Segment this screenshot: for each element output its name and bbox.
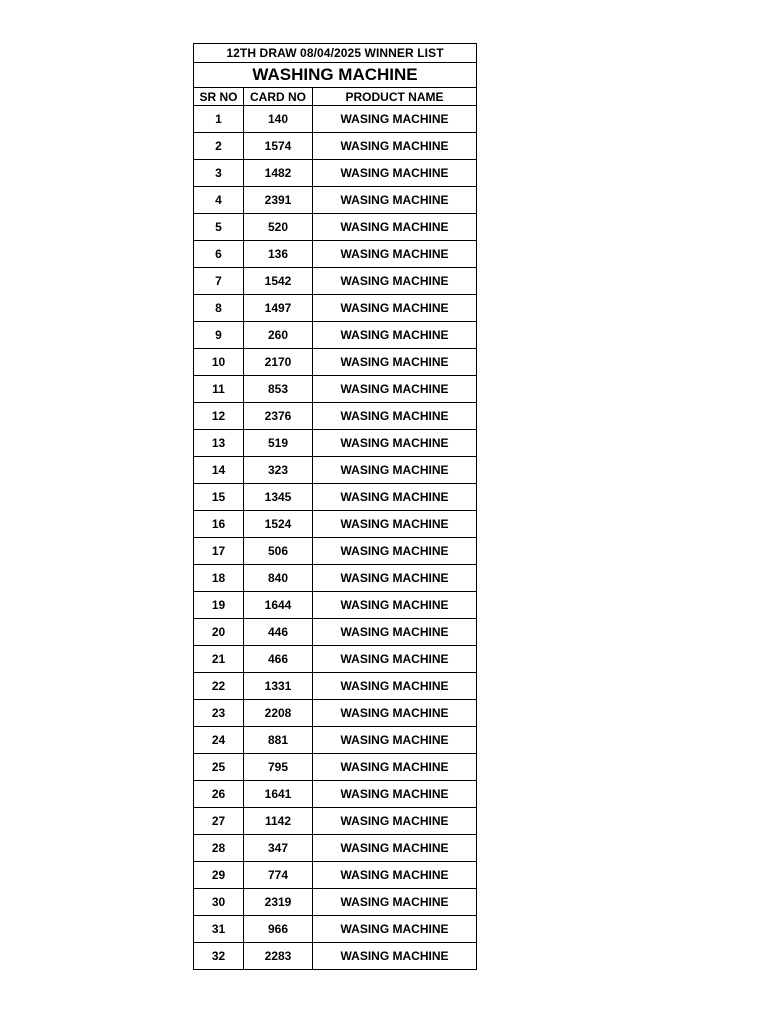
card-no-cell: 140	[244, 106, 313, 133]
sr-no-cell: 22	[194, 673, 244, 700]
sr-no-cell: 5	[194, 214, 244, 241]
sr-no-cell: 21	[194, 646, 244, 673]
card-no-cell: 520	[244, 214, 313, 241]
product-name-cell: WASING MACHINE	[313, 619, 477, 646]
card-no-cell: 446	[244, 619, 313, 646]
sr-no-cell: 19	[194, 592, 244, 619]
card-no-cell: 260	[244, 322, 313, 349]
card-no-cell: 1482	[244, 160, 313, 187]
sr-no-cell: 20	[194, 619, 244, 646]
table-row	[194, 457, 477, 484]
table-row	[194, 106, 477, 133]
sr-no-cell: 13	[194, 430, 244, 457]
product-name-cell: WASING MACHINE	[313, 835, 477, 862]
sr-no-cell: 6	[194, 241, 244, 268]
product-name-cell: WASING MACHINE	[313, 106, 477, 133]
table-row	[194, 349, 477, 376]
product-name-cell: WASING MACHINE	[313, 430, 477, 457]
product-name-cell: WASING MACHINE	[313, 538, 477, 565]
table-row	[194, 727, 477, 754]
card-no-cell: 466	[244, 646, 313, 673]
card-no-cell: 840	[244, 565, 313, 592]
product-name-cell: WASING MACHINE	[313, 214, 477, 241]
product-name-cell: WASING MACHINE	[313, 781, 477, 808]
card-no-cell: 1574	[244, 133, 313, 160]
product-name-cell: WASING MACHINE	[313, 808, 477, 835]
card-no-cell: 1142	[244, 808, 313, 835]
table-row	[194, 241, 477, 268]
table-row	[194, 403, 477, 430]
column-header-card-no: CARD NO	[244, 88, 313, 106]
table-row	[194, 430, 477, 457]
card-no-cell: 1345	[244, 484, 313, 511]
product-heading: WASHING MACHINE	[194, 63, 477, 88]
column-header-row	[194, 88, 477, 106]
product-name-cell: WASING MACHINE	[313, 268, 477, 295]
title-row	[194, 44, 477, 63]
sr-no-cell: 18	[194, 565, 244, 592]
product-name-cell: WASING MACHINE	[313, 565, 477, 592]
column-header-product-name: PRODUCT NAME	[313, 88, 477, 106]
product-name-cell: WASING MACHINE	[313, 673, 477, 700]
product-name-cell: WASING MACHINE	[313, 133, 477, 160]
card-no-cell: 519	[244, 430, 313, 457]
sr-no-cell: 26	[194, 781, 244, 808]
table-row	[194, 592, 477, 619]
product-name-cell: WASING MACHINE	[313, 889, 477, 916]
product-name-cell: WASING MACHINE	[313, 160, 477, 187]
product-name-cell: WASING MACHINE	[313, 457, 477, 484]
winner-table	[193, 43, 477, 970]
table-row	[194, 322, 477, 349]
sr-no-cell: 27	[194, 808, 244, 835]
sr-no-cell: 3	[194, 160, 244, 187]
column-header-sr-no: SR NO	[194, 88, 244, 106]
product-name-cell: WASING MACHINE	[313, 376, 477, 403]
product-name-cell: WASING MACHINE	[313, 916, 477, 943]
product-name-cell: WASING MACHINE	[313, 403, 477, 430]
table-row	[194, 565, 477, 592]
sr-no-cell: 9	[194, 322, 244, 349]
sr-no-cell: 29	[194, 862, 244, 889]
sr-no-cell: 1	[194, 106, 244, 133]
product-name-cell: WASING MACHINE	[313, 241, 477, 268]
table-row	[194, 295, 477, 322]
sr-no-cell: 10	[194, 349, 244, 376]
table-row	[194, 862, 477, 889]
card-no-cell: 347	[244, 835, 313, 862]
card-no-cell: 136	[244, 241, 313, 268]
sr-no-cell: 14	[194, 457, 244, 484]
winner-list-sheet	[193, 43, 476, 970]
table-row	[194, 916, 477, 943]
sr-no-cell: 11	[194, 376, 244, 403]
sr-no-cell: 12	[194, 403, 244, 430]
card-no-cell: 1641	[244, 781, 313, 808]
card-no-cell: 966	[244, 916, 313, 943]
product-name-cell: WASING MACHINE	[313, 754, 477, 781]
card-no-cell: 1331	[244, 673, 313, 700]
sr-no-cell: 16	[194, 511, 244, 538]
table-row	[194, 214, 477, 241]
draw-title: 12TH DRAW 08/04/2025 WINNER LIST	[194, 44, 477, 63]
card-no-cell: 2208	[244, 700, 313, 727]
table-row	[194, 943, 477, 970]
table-row	[194, 160, 477, 187]
card-no-cell: 881	[244, 727, 313, 754]
subtitle-row	[194, 63, 477, 88]
product-name-cell: WASING MACHINE	[313, 187, 477, 214]
sr-no-cell: 25	[194, 754, 244, 781]
card-no-cell: 1542	[244, 268, 313, 295]
card-no-cell: 774	[244, 862, 313, 889]
product-name-cell: WASING MACHINE	[313, 349, 477, 376]
sr-no-cell: 23	[194, 700, 244, 727]
product-name-cell: WASING MACHINE	[313, 646, 477, 673]
table-row	[194, 268, 477, 295]
table-row	[194, 538, 477, 565]
card-no-cell: 1644	[244, 592, 313, 619]
table-row	[194, 484, 477, 511]
product-name-cell: WASING MACHINE	[313, 322, 477, 349]
product-name-cell: WASING MACHINE	[313, 727, 477, 754]
product-name-cell: WASING MACHINE	[313, 484, 477, 511]
card-no-cell: 323	[244, 457, 313, 484]
sr-no-cell: 15	[194, 484, 244, 511]
product-name-cell: WASING MACHINE	[313, 862, 477, 889]
table-row	[194, 646, 477, 673]
product-name-cell: WASING MACHINE	[313, 295, 477, 322]
table-row	[194, 781, 477, 808]
sr-no-cell: 4	[194, 187, 244, 214]
winner-rows	[194, 106, 477, 970]
sr-no-cell: 7	[194, 268, 244, 295]
product-name-cell: WASING MACHINE	[313, 511, 477, 538]
product-name-cell: WASING MACHINE	[313, 700, 477, 727]
sr-no-cell: 30	[194, 889, 244, 916]
product-name-cell: WASING MACHINE	[313, 943, 477, 970]
table-row	[194, 754, 477, 781]
sr-no-cell: 31	[194, 916, 244, 943]
card-no-cell: 853	[244, 376, 313, 403]
sr-no-cell: 2	[194, 133, 244, 160]
sr-no-cell: 24	[194, 727, 244, 754]
sr-no-cell: 28	[194, 835, 244, 862]
card-no-cell: 2319	[244, 889, 313, 916]
card-no-cell: 2283	[244, 943, 313, 970]
table-row	[194, 133, 477, 160]
card-no-cell: 1497	[244, 295, 313, 322]
card-no-cell: 795	[244, 754, 313, 781]
card-no-cell: 506	[244, 538, 313, 565]
table-row	[194, 619, 477, 646]
table-row	[194, 700, 477, 727]
table-row	[194, 889, 477, 916]
table-row	[194, 808, 477, 835]
table-row	[194, 376, 477, 403]
table-row	[194, 835, 477, 862]
card-no-cell: 1524	[244, 511, 313, 538]
card-no-cell: 2170	[244, 349, 313, 376]
card-no-cell: 2391	[244, 187, 313, 214]
table-row	[194, 673, 477, 700]
sr-no-cell: 32	[194, 943, 244, 970]
card-no-cell: 2376	[244, 403, 313, 430]
table-row	[194, 511, 477, 538]
sr-no-cell: 8	[194, 295, 244, 322]
sr-no-cell: 17	[194, 538, 244, 565]
product-name-cell: WASING MACHINE	[313, 592, 477, 619]
table-row	[194, 187, 477, 214]
